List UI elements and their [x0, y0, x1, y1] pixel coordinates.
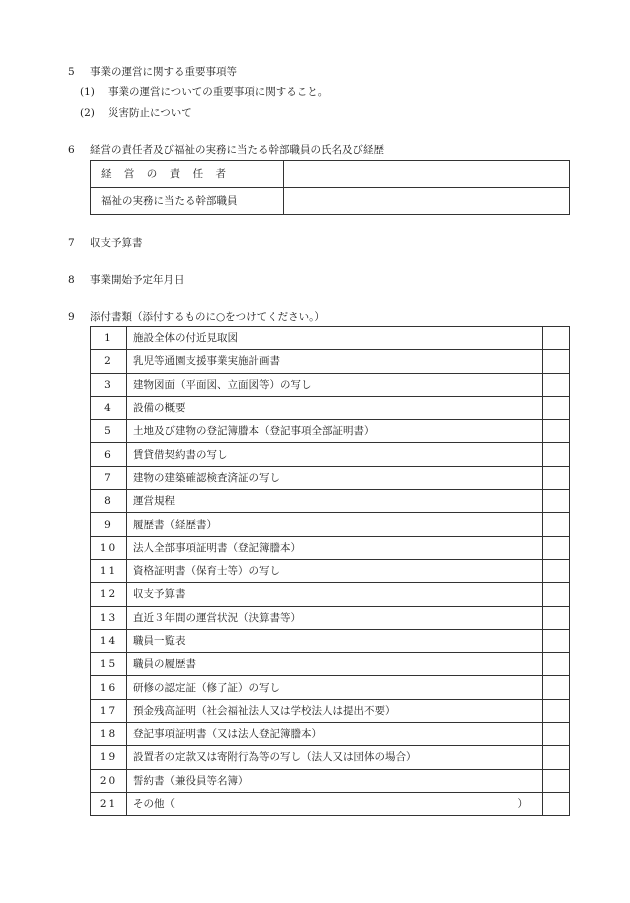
table-row — [91, 327, 570, 350]
attachment-name: 誓約書（兼役員等名簿） — [127, 769, 543, 792]
attachment-number: 8 — [91, 490, 127, 513]
attachment-check-cell[interactable] — [543, 629, 570, 652]
attachment-number: 9 — [91, 513, 127, 536]
attachment-number: 1 — [91, 327, 127, 350]
attachment-name: 職員一覧表 — [127, 629, 543, 652]
attachment-check-cell[interactable] — [543, 653, 570, 676]
table-row — [91, 792, 570, 815]
attachment-number: 20 — [91, 769, 127, 792]
attachment-number: 11 — [91, 559, 127, 582]
management-table — [90, 160, 570, 215]
table-row — [91, 188, 570, 215]
attachment-number: 13 — [91, 606, 127, 629]
attachment-number: 16 — [91, 676, 127, 699]
attachment-check-cell[interactable] — [543, 746, 570, 769]
section-title: 事業開始予定年月日 — [90, 274, 185, 286]
section-title: 添付書類（添付するものに○をつけてください。） — [90, 311, 325, 323]
attachment-number: 10 — [91, 536, 127, 559]
attachment-number: 14 — [91, 629, 127, 652]
table-row — [91, 396, 570, 419]
attachment-check-cell[interactable] — [543, 699, 570, 722]
table-row — [91, 536, 570, 559]
section-8-heading — [68, 273, 185, 287]
item-text: 災害防止について — [108, 107, 192, 119]
attachment-check-cell[interactable] — [543, 396, 570, 419]
executive-staff-value[interactable] — [284, 188, 570, 215]
table-row — [91, 653, 570, 676]
attachment-number: 21 — [91, 792, 127, 815]
attachment-check-cell[interactable] — [543, 350, 570, 373]
table-row — [91, 350, 570, 373]
section-5-heading — [68, 65, 237, 79]
attachment-name: 直近３年間の運営状況（決算書等） — [127, 606, 543, 629]
attachment-check-cell[interactable] — [543, 420, 570, 443]
item-text: 事業の運営についての重要事項に関すること。 — [108, 86, 329, 98]
manager-value[interactable] — [284, 161, 570, 188]
attachment-other-cell[interactable] — [127, 792, 543, 815]
section-number: 6 — [68, 144, 75, 156]
table-row — [91, 699, 570, 722]
attachment-check-cell[interactable] — [543, 559, 570, 582]
attachment-name: 賃貸借契約書の写し — [127, 443, 543, 466]
attachment-name: 建物の建築確認検査済証の写し — [127, 466, 543, 489]
item-number: (2) — [80, 107, 95, 119]
executive-staff-label: 福祉の実務に当たる幹部職員 — [91, 188, 284, 215]
attachment-number: 3 — [91, 373, 127, 396]
attachment-name: 預金残高証明（社会福祉法人又は学校法人は提出不要） — [127, 699, 543, 722]
table-row — [91, 583, 570, 606]
attachment-number: 2 — [91, 350, 127, 373]
item-number: (1) — [80, 86, 95, 98]
attachment-name: 研修の認定証（修了証）の写し — [127, 676, 543, 699]
table-row — [91, 559, 570, 582]
section-title: 事業の運営に関する重要事項等 — [90, 66, 237, 78]
attachment-check-cell[interactable] — [543, 466, 570, 489]
section-5-item-2 — [80, 106, 192, 120]
section-number: 5 — [68, 66, 75, 78]
section-title: 収支予算書 — [90, 237, 143, 249]
attachment-number: 17 — [91, 699, 127, 722]
table-row — [91, 746, 570, 769]
attachment-name: 運営規程 — [127, 490, 543, 513]
attachment-number: 4 — [91, 396, 127, 419]
attachment-name: 乳児等通園支援事業実施計画書 — [127, 350, 543, 373]
attachment-name: 収支予算書 — [127, 583, 543, 606]
table-row — [91, 443, 570, 466]
table-row — [91, 490, 570, 513]
table-row — [91, 420, 570, 443]
table-row — [91, 723, 570, 746]
table-row — [91, 676, 570, 699]
attachment-number: 7 — [91, 466, 127, 489]
attachment-check-cell[interactable] — [543, 443, 570, 466]
attachment-check-cell[interactable] — [543, 327, 570, 350]
attachment-check-cell[interactable] — [543, 583, 570, 606]
attachment-name: 履歴書（経歴書） — [127, 513, 543, 536]
attachment-check-cell[interactable] — [543, 723, 570, 746]
closing-paren: ） — [517, 797, 528, 810]
section-title: 経営の責任者及び福祉の実務に当たる幹部職員の氏名及び経歴 — [90, 144, 384, 156]
attachment-name: 設備の概要 — [127, 396, 543, 419]
table-row — [91, 466, 570, 489]
table-row — [91, 769, 570, 792]
section-7-heading — [68, 236, 143, 250]
section-5-item-1 — [80, 85, 328, 99]
attachment-name: その他（ — [133, 798, 175, 811]
attachment-check-cell[interactable] — [543, 513, 570, 536]
attachment-name: 職員の履歴書 — [127, 653, 543, 676]
manager-label: 経営の責任者 — [91, 161, 284, 188]
attachment-check-cell[interactable] — [543, 490, 570, 513]
attachment-name: 登記事項証明書（又は法人登記簿謄本） — [127, 723, 543, 746]
attachments-table — [90, 326, 570, 816]
attachment-check-cell[interactable] — [543, 769, 570, 792]
attachment-name: 法人全部事項証明書（登記簿謄本） — [127, 536, 543, 559]
attachment-number: 18 — [91, 723, 127, 746]
attachment-number: 15 — [91, 653, 127, 676]
attachment-number: 6 — [91, 443, 127, 466]
table-row — [91, 513, 570, 536]
attachment-name: 設置者の定款又は寄附行為等の写し（法人又は団体の場合） — [127, 746, 543, 769]
table-row — [91, 161, 570, 188]
attachment-name: 土地及び建物の登記簿謄本（登記事項全部証明書） — [127, 420, 543, 443]
attachment-check-cell[interactable] — [543, 536, 570, 559]
section-6-heading — [68, 143, 384, 157]
section-number: 7 — [68, 237, 75, 249]
section-9-heading — [68, 310, 325, 324]
attachment-check-cell[interactable] — [543, 676, 570, 699]
section-number: 8 — [68, 274, 75, 286]
attachment-name: 資格証明書（保育士等）の写し — [127, 559, 543, 582]
attachment-name: 施設全体の付近見取図 — [127, 327, 543, 350]
attachment-check-cell[interactable] — [543, 792, 570, 815]
attachment-check-cell[interactable] — [543, 373, 570, 396]
table-row — [91, 629, 570, 652]
table-row — [91, 373, 570, 396]
attachment-check-cell[interactable] — [543, 606, 570, 629]
table-row — [91, 606, 570, 629]
attachment-number: 5 — [91, 420, 127, 443]
section-number: 9 — [68, 311, 75, 323]
attachment-number: 19 — [91, 746, 127, 769]
attachment-name: 建物図面（平面図、立面図等）の写し — [127, 373, 543, 396]
attachment-number: 12 — [91, 583, 127, 606]
